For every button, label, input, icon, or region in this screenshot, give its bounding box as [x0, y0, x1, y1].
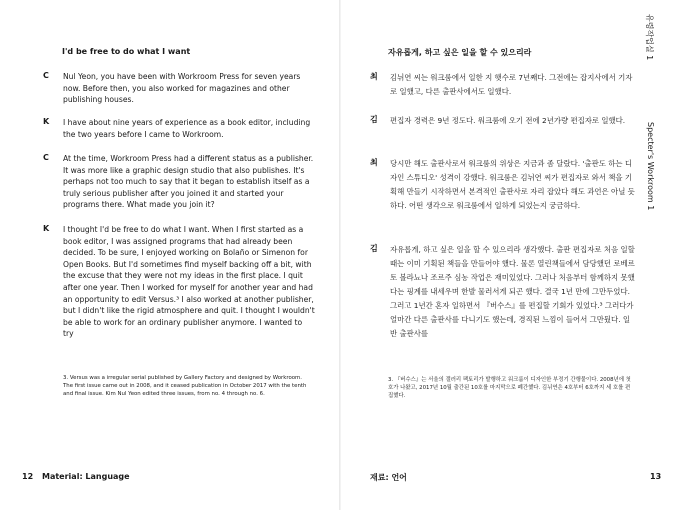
page-title-english: I'd be free to do what I want: [62, 47, 191, 56]
paragraph-choi-1: [370, 71, 640, 103]
paragraph-text: I have about nine years of experience as a book editor, including the two years before I came to Workroom.: [63, 118, 311, 139]
paragraph-text: I thought I'd be free to do what I want. When I first started as a book editor, I was assigned programs that had already been decided. To be sure, I enjoyed working on Bolaño or Simenon for Open Books. But I'd sometimes find myself backing off a bit, with the excuse that they were not my ideas in the first place. I quit after one year. Then I worked for myself for another year and had an opportunity to edit Versus.³ I also worked at another publisher, but I didn't like the rigid atmosphere and quit. I thought I wouldn't be able to work for an ordinary publisher anymore. I wanted to try: [63, 225, 315, 339]
page-title-korean: 자유롭게, 하고 싶은 일을 할 수 있으리라: [388, 48, 532, 57]
right-page: [340, 0, 680, 510]
speaker-label: K: [43, 117, 50, 126]
speaker-label: 김: [370, 115, 378, 124]
paragraph-kim-2: [370, 243, 640, 363]
speaker-label: K: [43, 224, 50, 233]
speaker-label: 최: [370, 72, 378, 81]
paragraph-text: 김뉘연 씨는 워크룸에서 일한 지 햇수로 7년째다. 그전에는 잡지사에서 기자로 일했고, 다른 출판사에서도 일했다.: [390, 73, 633, 96]
side-label-english: Specter's Workroom 1: [646, 122, 655, 211]
paragraph-text: 편집자 경력은 9년 정도다. 워크룸에 오기 전에 2년가량 편집자로 일했다.: [390, 116, 626, 125]
paragraph-c-2: [43, 153, 333, 219]
paragraph-text: At the time, Workroom Press had a different status as a publisher. It was more like a graphic design studio that also publishes. It's perhaps not too much to say that it began to establish itself as a truly serious publisher after you joined it and started your programs there. What made you join it?: [63, 154, 314, 210]
paragraph-kim-1: [370, 114, 640, 146]
running-footer-left: Material: Language: [42, 472, 130, 481]
running-footer-right: 재료: 언어: [370, 473, 407, 482]
paragraph-text: 자유롭게, 하고 싶은 일을 할 수 있으리라 생각했다. 출판 편집자로 처음 일할 때는 이미 기획된 책들을 만들어야 했다. 물론 열린책들에서 담당했던 로베르토 볼라뇨나 조르주 심농 작업은 재미있었다. 그러나 처음부터 함께하지 못했다는 핑계를 내세우며 한발 물러서게 되곤 했다. 결국 1년 만에 그만두었다. 그러고 1년간 혼자 일하면서 『버수스』를 편집할 기회가 있었다.³ 그러다가 얼마간 다른 출판사를 다니기도 했는데, 경직된 느낌이 들어서 그만뒀다. 일반 출판사를: [390, 245, 635, 338]
paragraph-k-2: [43, 224, 333, 364]
paragraph-text: 당시만 해도 출판사로서 워크룸의 위상은 지금과 좀 달랐다. '출판도 하는 디자인 스튜디오' 성격이 강했다. 워크룸은 김뉘연 씨가 편집자로 와서 책을 기획해 만들기 시작하면서 본격적인 출판사로 자리 잡았다 해도 과언은 아닐 듯하다. 어떤 생각으로 워크룸에서 일하게 되었는지 궁금하다.: [390, 159, 635, 210]
paragraph-k-1: [43, 117, 333, 147]
paragraph-choi-2: [370, 157, 640, 232]
paragraph-c-1: [43, 71, 333, 111]
side-label-korean: 유령작업실 1: [645, 14, 654, 61]
page-number-right: 13: [650, 472, 662, 481]
paragraph-text: Nul Yeon, you have been with Workroom Press for seven years now. Before then, you also worked for magazines and other publishing houses.: [63, 72, 301, 105]
footnote: 3. Versus was a irregular serial published by Gallery Factory and designed by Workroom. The first issue came out in 2008, and it ceased publication in October 2017 with the tenth and final issue. Kim Nul Yeon edited three issues, from no. 4 through no. 6.: [63, 375, 307, 398]
page-number-left: 12: [22, 472, 34, 481]
speaker-label: 김: [370, 244, 378, 253]
speaker-label: C: [43, 153, 49, 162]
speaker-label: C: [43, 71, 49, 80]
speaker-label: 최: [370, 158, 378, 167]
footnote: 3. 『버수스』는 서울의 갤러리 팩토리가 발행하고 워크룸이 디자인한 부정기 간행물이다. 2008년에 첫 호가 나왔고, 2017년 10월 출간된 10호를 마지막으로 폐간했다. 김뉘연은 4호부터 6호까지 세 호를 편집했다.: [388, 377, 631, 400]
